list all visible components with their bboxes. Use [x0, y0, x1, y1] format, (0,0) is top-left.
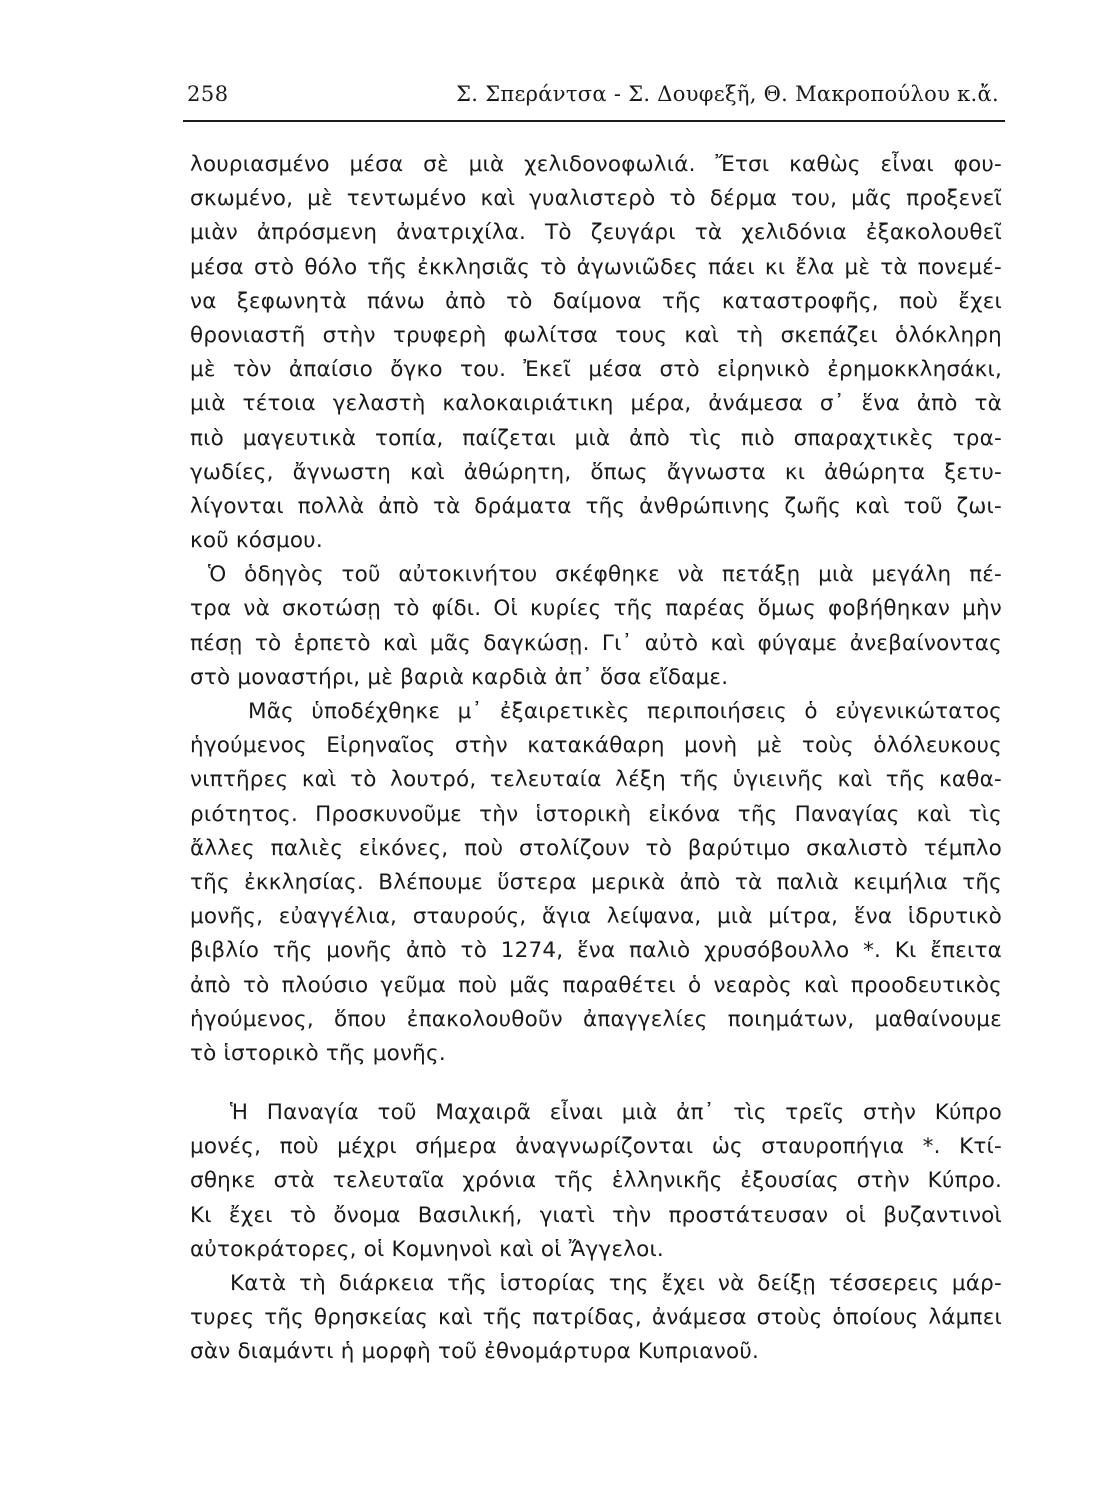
- text-line: κοῦ κόσμου.: [190, 528, 323, 554]
- text-line: τυρες τῆς θρησκείας καὶ τῆς πατρίδας, ἀνάμεσα στοὺς ὁποίους λάμπει: [190, 1305, 1002, 1331]
- text-line: τὸ ἱστορικὸ τῆς μονῆς.: [190, 1040, 446, 1066]
- text-line: μέσα στὸ θόλο τῆς ἐκκλησιᾶς τὸ ἀγωνιῶδες πάει κι ἔλα μὲ τὰ πονεμέ-: [190, 254, 1002, 280]
- text-line: ριότητος. Προσκυνοῦμε τὴν ἱστορικὴ εἰκόνα τῆς Παναγίας καὶ τὶς: [190, 801, 1002, 827]
- text-line: Κι ἔχει τὸ ὄνομα Βασιλική, γιατὶ τὴν προστάτευσαν οἱ βυζαντινοὶ: [190, 1202, 1002, 1228]
- text-line: νιπτῆρες καὶ τὸ λουτρό, τελευταία λέξη τῆς ὑγιεινῆς καὶ τῆς καθα-: [190, 767, 1002, 793]
- paragraph-1: [190, 148, 1002, 558]
- text-line: μιὰν ἀπρόσμενη ἀνατριχίλα. Τὸ ζευγάρι τὰ χελιδόνια ἐξακολουθεῖ: [190, 220, 1002, 246]
- text-line: πέσῃ τὸ ἑρπετὸ καὶ μᾶς δαγκώσῃ. Γι᾽ αὐτὸ καὶ φύγαμε ἀνεβαίνοντας: [190, 630, 1002, 656]
- text-line: Μᾶς ὑποδέχθηκε μ᾽ ἐξαιρετικὲς περιποιήσεις ὁ εὐγενικώτατος: [248, 699, 1002, 724]
- text-line: μιὰ τέτοια γελαστὴ καλοκαιριάτικη μέρα, ἀνάμεσα σ᾽ ἕνα ἀπὸ τὰ: [190, 391, 1002, 417]
- text-line: θρονιαστῆ στὴν τρυφερὴ φωλίτσα τους καὶ τὴ σκεπάζει ὁλόκληρη: [190, 322, 1002, 348]
- text-line: να ξεφωνητὰ πάνω ἀπὸ τὸ δαίμονα τῆς καταστροφῆς, ποὺ ἔχει: [190, 288, 1002, 314]
- text-line: λίγονται πολλὰ ἀπὸ τὰ δράματα τῆς ἀνθρώπινης ζωῆς καὶ τοῦ ζωι-: [190, 493, 1002, 519]
- paragraph-3: [190, 695, 1002, 1071]
- text-line: στὸ μοναστήρι, μὲ βαριὰ καρδιὰ ἀπ᾽ ὅσα εἴδαμε.: [190, 664, 729, 690]
- text-line: Κατὰ τὴ διάρκεια τῆς ἱστορίας της ἔχει νὰ δείξῃ τέσσερεις μάρ-: [230, 1271, 1002, 1296]
- text-line: Ἡ Παναγία τοῦ Μαχαιρᾶ εἶναι μιὰ ἀπ᾽ τὶς τρεῖς στὴν Κύπρο: [230, 1100, 1002, 1126]
- text-line: σθηκε στὰ τελευταῖα χρόνια τῆς ἑλληνικῆς ἐξουσίας στὴν Κύπρο.: [190, 1168, 1002, 1194]
- text-line: μὲ τὸν ἀπαίσιο ὄγκο του. Ἐκεῖ μέσα στὸ εἰρηνικὸ ἐρημοκκλησάκι,: [190, 357, 1002, 383]
- text-line: ἡγούμενος Εἰρηναῖος στὴν κατακάθαρη μονὴ μὲ τοὺς ὁλόλευκους: [190, 733, 1002, 759]
- section-gap: [190, 1071, 1002, 1096]
- text-line: σὰν διαμάντι ἡ μορφὴ τοῦ ἐθνομάρτυρα Κυπριανοῦ.: [190, 1339, 760, 1365]
- text-line: αὐτοκράτορες, οἱ Κομνηνοὶ καὶ οἱ Ἄγγελοι.: [190, 1236, 664, 1262]
- text-line: μονές, ποὺ μέχρι σήμερα ἀναγνωρίζονται ὡς σταυροπήγια *. Κτί-: [190, 1134, 1002, 1160]
- text-line: τρα νὰ σκοτώσῃ τὸ φίδι. Οἱ κυρίες τῆς παρέας ὅμως φοβήθηκαν μὴν: [190, 596, 1002, 622]
- page-header: [183, 80, 1005, 122]
- text-line: ἄλλες παλιὲς εἰκόνες, ποὺ στολίζουν τὸ βαρύτιμο σκαλιστὸ τέμπλο: [190, 835, 1002, 861]
- text-line: τῆς ἐκκλησίας. Βλέπουμε ὕστερα μερικὰ ἀπὸ τὰ παλιὰ κειμήλια τῆς: [190, 869, 1002, 895]
- text-line: βιβλίο τῆς μονῆς ἀπὸ τὸ 1274, ἕνα παλιὸ χρυσόβουλλο *. Κι ἔπειτα: [190, 938, 1002, 964]
- paragraph-4: [190, 1096, 1002, 1267]
- paragraph-2: [190, 558, 1002, 695]
- page-number: 258: [187, 82, 229, 106]
- text-line: ἡγούμενος, ὅπου ἐπακολουθοῦν ἀπαγγελίες ποιημάτων, μαθαίνουμε: [190, 1006, 1002, 1032]
- running-head: Σ. Σπεράντσα - Σ. Δουφεξῆ, Θ. Μακροπούλου κ.ἄ.: [456, 82, 999, 106]
- text-line: γωδίες, ἄγνωστη καὶ ἀθώρητη, ὅπως ἄγνωστα κι ἀθώρητα ξετυ-: [190, 459, 1002, 485]
- text-line: σκωμένο, μὲ τεντωμένο καὶ γυαλιστερὸ τὸ δέρμα του, μᾶς προξενεῖ: [190, 186, 1002, 212]
- body-text: [190, 148, 1002, 1370]
- text-line: ἀπὸ τὸ πλούσιο γεῦμα ποὺ μᾶς παραθέτει ὁ νεαρὸς καὶ προοδευτικὸς: [190, 972, 1002, 998]
- text-line: πιὸ μαγευτικὰ τοπία, παίζεται μιὰ ἀπὸ τὶς πιὸ σπαραχτικὲς τρα-: [190, 425, 1002, 451]
- text-line: μονῆς, εὐαγγέλια, σταυρούς, ἅγια λείψανα, μιὰ μίτρα, ἕνα ἱδρυτικὸ: [190, 904, 1002, 930]
- text-line: λουριασμένο μέσα σὲ μιὰ χελιδονοφωλιά. Ἔτσι καθὼς εἶναι φου-: [190, 152, 1002, 177]
- text-line: Ὁ ὁδηγὸς τοῦ αὐτοκινήτου σκέφθηκε νὰ πετάξῃ μιὰ μεγάλη πέ-: [208, 562, 1002, 588]
- paragraph-5: [190, 1267, 1002, 1370]
